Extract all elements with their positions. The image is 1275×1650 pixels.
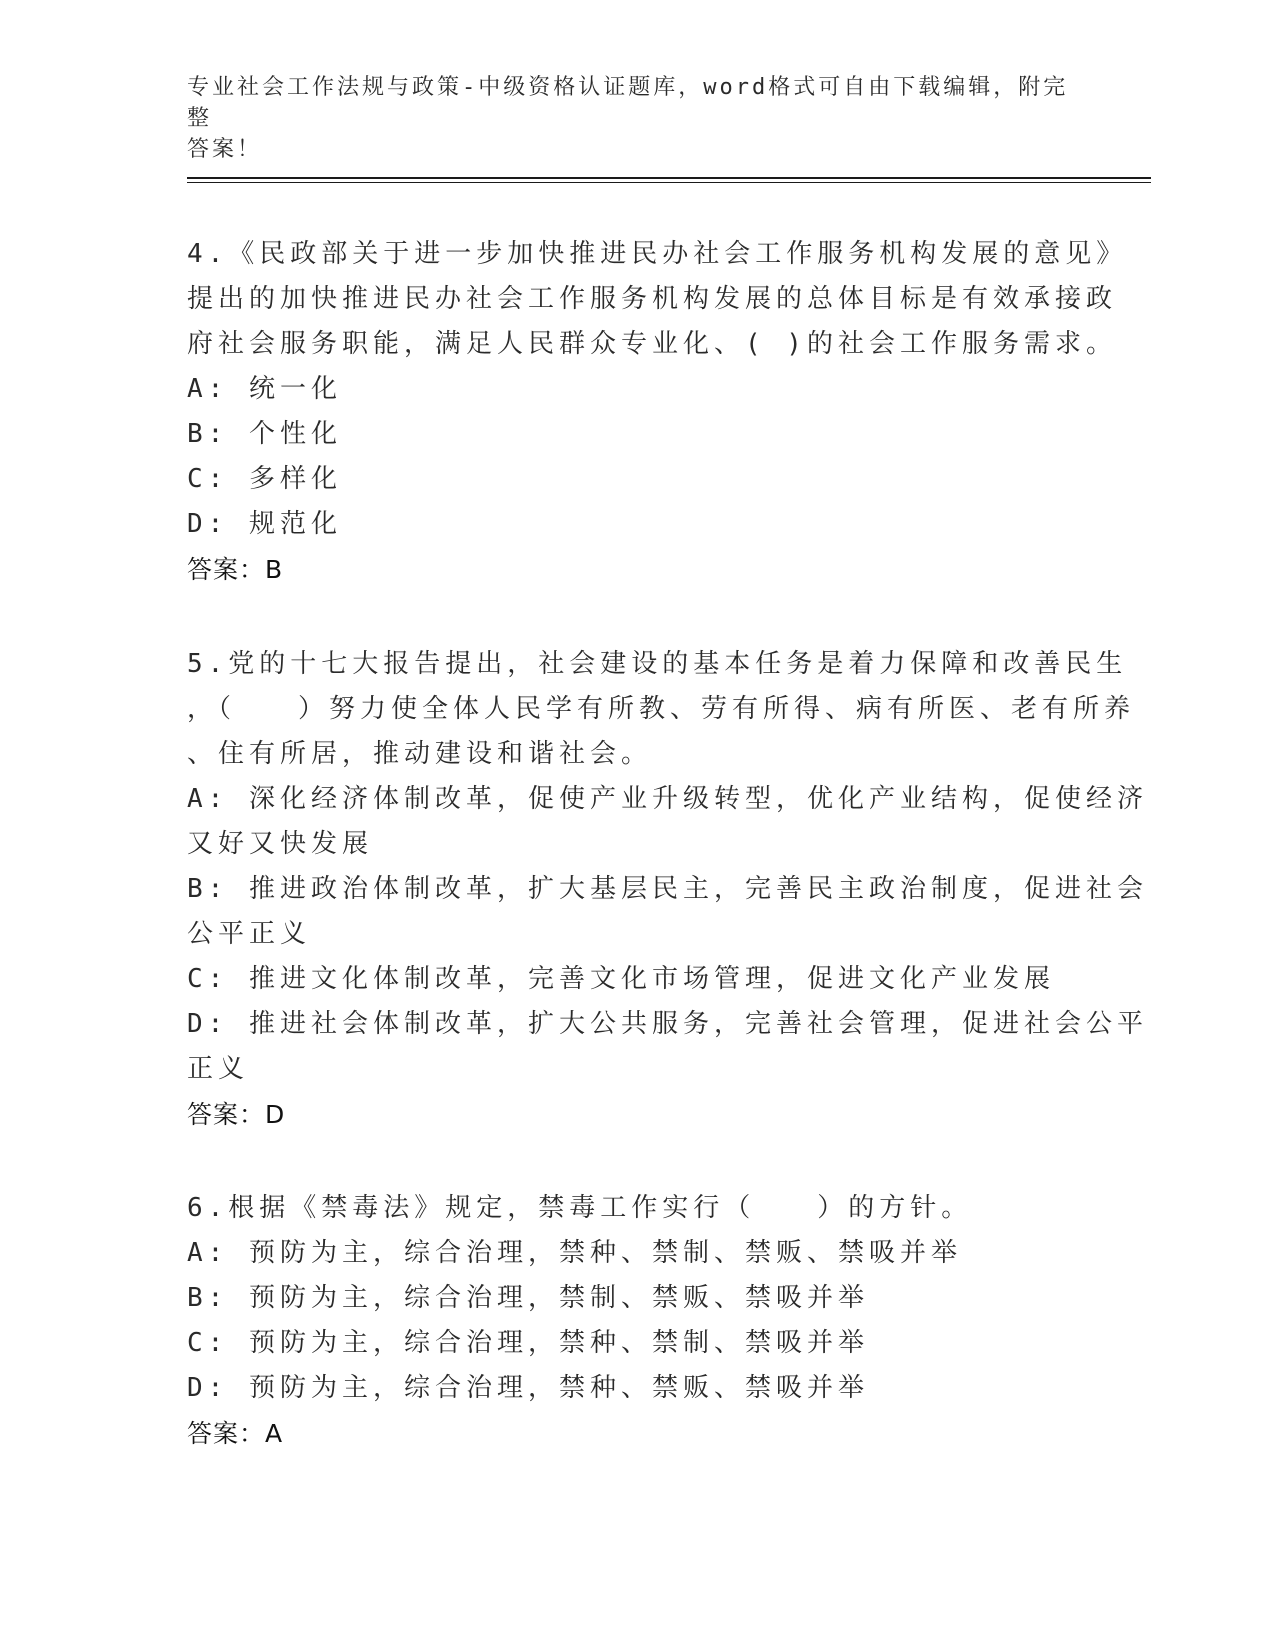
option-d-continuation: 正义 <box>187 1054 250 1084</box>
question-6 <box>187 1186 1087 1456</box>
question-stem-line: 府社会服务职能，满足人民群众专业化、( )的社会工作服务需求。 <box>187 329 1117 359</box>
header-divider-thick <box>187 177 1151 179</box>
question-stem-line: 、住有所居，推动建设和谐社会。 <box>187 739 653 769</box>
option-d: D: 预防为主，综合治理，禁种、禁贩、禁吸并举 <box>187 1373 869 1403</box>
document-header <box>187 72 1087 165</box>
question-5 <box>187 642 1148 1137</box>
option-d: D: 推进社会体制改革，扩大公共服务，完善社会管理，促进社会公平 <box>187 1009 1148 1039</box>
option-d: D: 规范化 <box>187 509 342 539</box>
option-c: C: 推进文化体制改革，完善文化市场管理，促进文化产业发展 <box>187 964 1055 994</box>
question-4 <box>187 232 1128 592</box>
question-stem-line: 提出的加快推进民办社会工作服务机构发展的总体目标是有效承接政 <box>187 284 1118 314</box>
option-b: B: 个性化 <box>187 419 342 449</box>
option-a: A: 统一化 <box>187 374 342 404</box>
question-stem-line: 4.《民政部关于进一步加快推进民办社会工作服务机构发展的意见》 <box>187 239 1128 269</box>
option-a-continuation: 又好又快发展 <box>187 829 374 859</box>
option-c: C: 多样化 <box>187 464 342 494</box>
question-stem-line: 6.根据《禁毒法》规定，禁毒工作实行（ ）的方针。 <box>187 1193 973 1223</box>
option-b: B: 推进政治体制改革，扩大基层民主，完善民主政治制度，促进社会 <box>187 874 1148 904</box>
answer-line: 答案：D <box>187 1100 286 1129</box>
option-b: B: 预防为主，综合治理，禁制、禁贩、禁吸并举 <box>187 1283 869 1313</box>
header-line-2: 答案！ <box>187 137 263 162</box>
option-a: A: 预防为主，综合治理，禁种、禁制、禁贩、禁吸并举 <box>187 1238 962 1268</box>
answer-line: 答案：A <box>187 1419 284 1448</box>
question-stem-line: 5.党的十七大报告提出，社会建设的基本任务是着力保障和改善民生 <box>187 649 1128 679</box>
option-b-continuation: 公平正义 <box>187 919 312 949</box>
question-stem-line: ，（ ）努力使全体人民学有所教、劳有所得、病有所医、老有所养 <box>187 694 1136 724</box>
header-line-1: 专业社会工作法规与政策-中级资格认证题库，word格式可自由下载编辑，附完整 <box>187 75 1069 131</box>
answer-line: 答案：B <box>187 555 284 584</box>
option-c: C: 预防为主，综合治理，禁种、禁制、禁吸并举 <box>187 1328 869 1358</box>
option-a: A: 深化经济体制改革，促使产业升级转型，优化产业结构，促使经济 <box>187 784 1148 814</box>
header-divider-thin <box>187 182 1151 183</box>
